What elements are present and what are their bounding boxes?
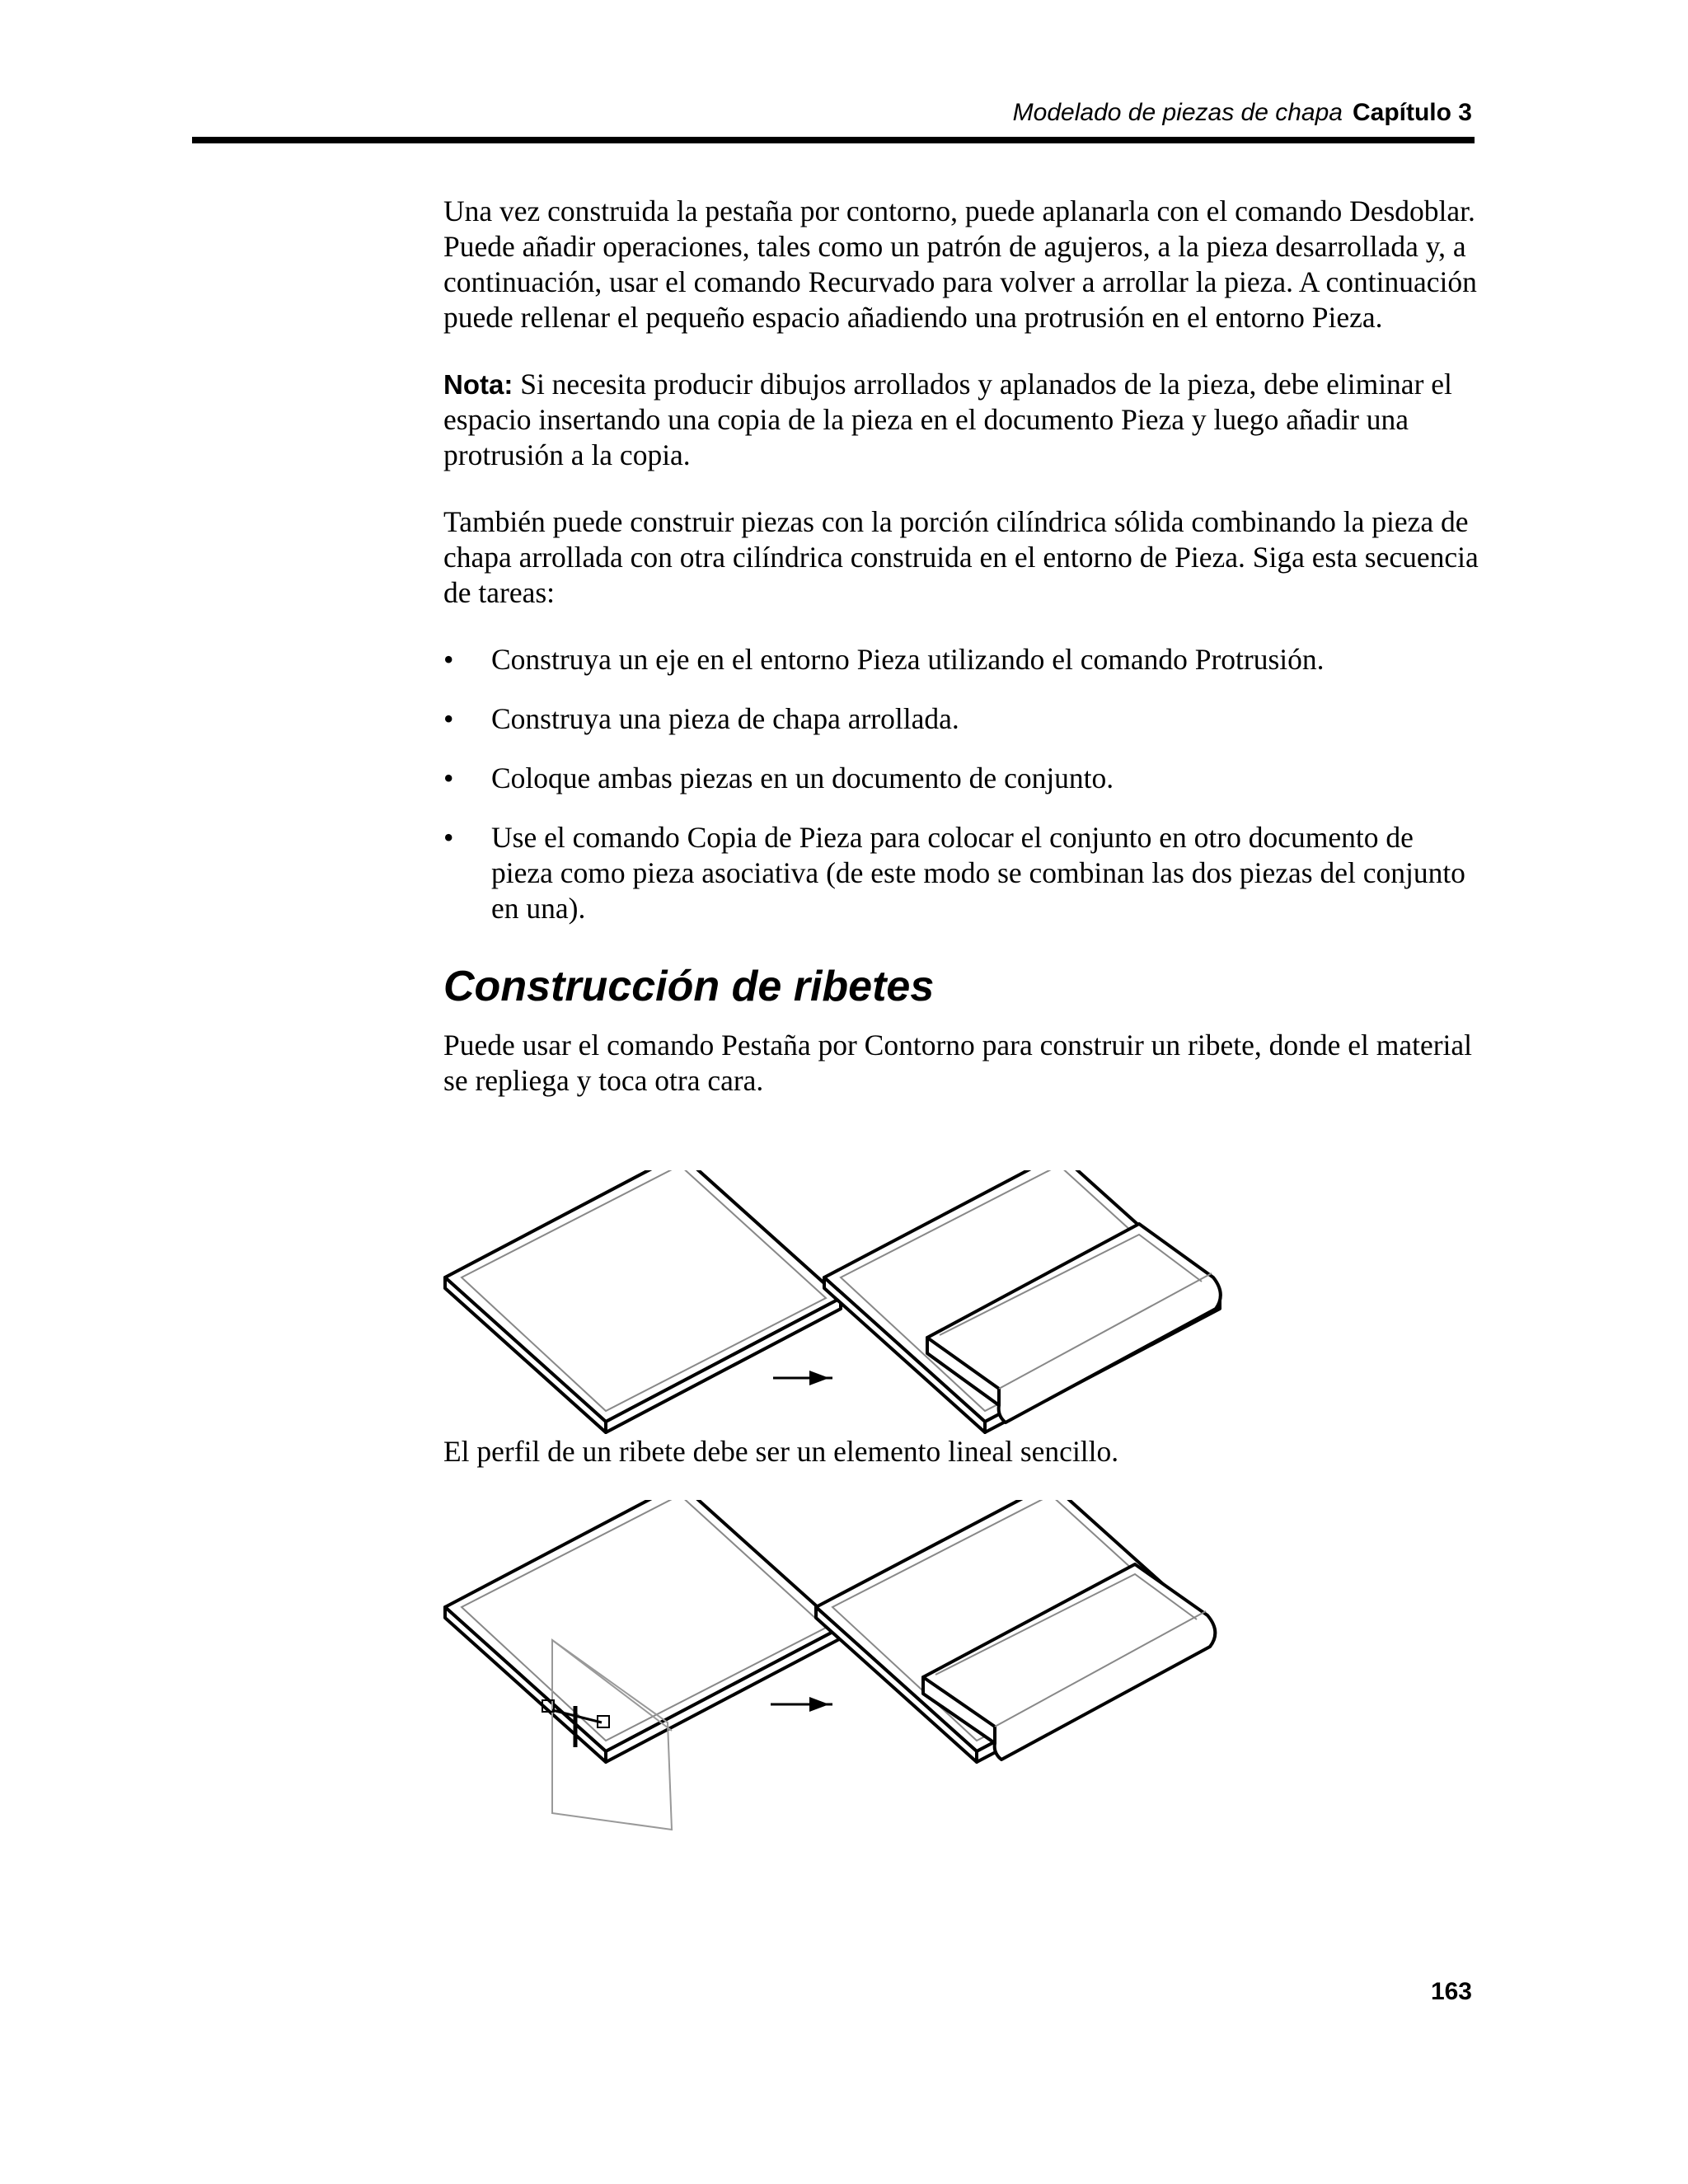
paragraph-contour-flange: Una vez construida la pestaña por contorno, puede aplanarla con el comando Desdoblar. Puede añadir operaciones, tales como un patrón de agujeros, a la pieza desarrollada y, a continuación, usar el comando Recurvado para volver a arrollar la pieza. A continuación puede rellenar el pequeño espacio añadiendo una protrusión en el entorno Pieza. [443,194,1477,334]
list-item-text: Use el comando Copia de Pieza para colocar el conjunto en otro documento de pieza como pieza asociativa (de este modo se combinan las dos piezas del conjunto en una). [491,821,1465,925]
list-item [443,761,1482,796]
note-paragraph [443,367,1482,473]
list-item [443,820,1482,926]
note-text: Si necesita producir dibujos arrollados y aplanados de la pieza, debe eliminar el espacio insertando una copia de la pieza en el documento Pieza y luego añadir una protrusión a la copia. [443,368,1452,471]
hemmed-plate-icon [824,1170,1221,1432]
main-content [443,194,1482,1130]
task-list [443,642,1482,926]
flat-plate-icon [445,1170,841,1432]
list-item-text: Coloque ambas piezas en un documento de conjunto. [491,762,1114,794]
header-chapter: Capítulo 3 [1352,99,1472,126]
figure-caption: El perfil de un ribete debe ser un elemento lineal sencillo. [443,1435,1119,1468]
hem-figure-2 [429,1500,1253,1846]
list-item [443,701,1482,737]
header-rule [192,137,1475,143]
header-title: Modelado de piezas de chapa [1012,99,1343,126]
list-item [443,642,1482,677]
bullet-symbol: • [443,821,454,854]
bullet-symbol: • [443,702,454,735]
profile-plate-icon [445,1500,841,1830]
section-intro: Puede usar el comando Pestaña por Contorno para construir un ribete, donde el material se repliega y toca otra cara. [443,1029,1473,1097]
section-title: Construcción de ribetes [443,963,935,1010]
bullet-symbol: • [443,762,454,794]
running-header [1013,99,1472,127]
note-label: Nota: [443,369,513,400]
arrow-icon [771,1697,832,1712]
hemmed-plate-icon [816,1500,1215,1762]
page-number: 163 [1430,1978,1472,2005]
list-item-text: Construya un eje en el entorno Pieza utilizando el comando Protrusión. [491,643,1325,676]
hem-figure-1 [429,1170,1253,1434]
list-item-text: Construya una pieza de chapa arrollada. [491,702,959,735]
paragraph-cylindrical: También puede construir piezas con la porción cilíndrica sólida combinando la pieza de chapa arrollada con otra cilíndrica construida en el entorno de Pieza. Siga esta secuencia de tareas: [443,505,1479,609]
bullet-symbol: • [443,643,454,676]
arrow-icon [773,1371,832,1385]
